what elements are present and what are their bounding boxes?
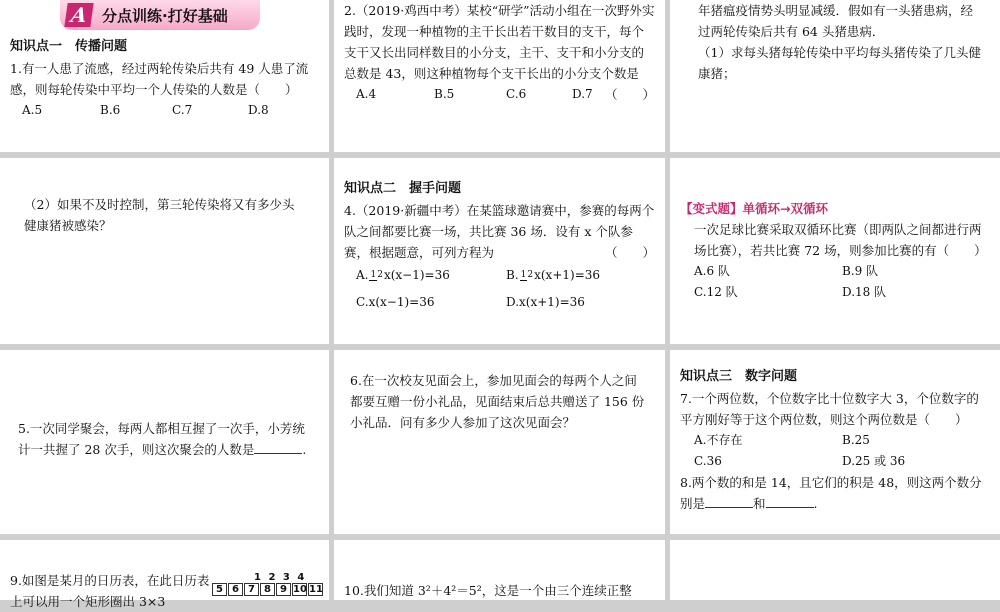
option-b: B.9 队 bbox=[842, 264, 879, 278]
panel-row4-left bbox=[0, 540, 329, 609]
answer-blank-1[interactable] bbox=[705, 495, 753, 508]
panel-row2-left bbox=[0, 158, 329, 344]
question-7-options bbox=[680, 430, 990, 472]
answer-blank[interactable] bbox=[254, 441, 302, 454]
question-7-text: 7.一个两位数，个位数字比十位数字大 3，个位数字的平方刚好等于这个两位数，则这个两位数是（ ） bbox=[680, 391, 979, 427]
question-3-part-1: （1）求每头猪每轮传染中平均每头猪传染了几头健康猪； bbox=[698, 45, 981, 81]
calendar-cell: 6 bbox=[228, 583, 243, 596]
panel-row3-middle bbox=[334, 350, 665, 534]
panel-top-right bbox=[670, 0, 1000, 152]
question-4-options-row-2 bbox=[344, 292, 655, 313]
question-3-line-1: 年猪瘟疫情势头明显减缓．假如有一头猪患病，经 bbox=[698, 3, 974, 18]
question-6-text: 6.在一次校友见面会上，参加见面会的每两个人之间都要互赠一份小礼品，见面结束后总共赠送了 156 份小礼品．问有多少人参加了这次见面会？ bbox=[350, 373, 645, 430]
topic-heading-3: 知识点三 数字问题 bbox=[680, 369, 798, 384]
question-10-text: 10.我们知道 3²＋4²＝5²，这是一个由三个连续正整 bbox=[344, 583, 632, 598]
option-b: B.25 bbox=[842, 433, 870, 447]
panel-row3-right bbox=[670, 350, 1000, 534]
topic-heading-1: 知识点一 传播问题 bbox=[10, 39, 128, 54]
question-3-line-2: 过两轮传染后共有 64 头猪患病． bbox=[698, 24, 885, 39]
topic-heading-2: 知识点二 握手问题 bbox=[344, 181, 462, 196]
question-2-options bbox=[344, 84, 605, 105]
option-a: A.4 bbox=[356, 87, 377, 101]
option-d: D.8 bbox=[248, 103, 269, 117]
calendar-cell: 11 bbox=[309, 584, 323, 595]
panel-row2-right bbox=[670, 158, 1000, 344]
variant-options bbox=[680, 261, 990, 303]
question-8-text: 8.两个数的和是 14，且它们的积是 48，则这两个数分别是 和 . bbox=[680, 475, 982, 511]
calendar-cell: 7 bbox=[244, 583, 259, 596]
option-d: D.18 队 bbox=[842, 285, 887, 299]
option-a: A.不存在 bbox=[694, 433, 743, 447]
question-4-options-row-1 bbox=[344, 265, 655, 286]
calendar-figure bbox=[212, 572, 324, 596]
option-d: D.x(x+1)=36 bbox=[506, 295, 585, 309]
calendar-cell: 8 bbox=[260, 583, 275, 596]
calendar-cell: 5 bbox=[212, 583, 227, 596]
option-b: B. 12x(x+1)=36 bbox=[506, 268, 601, 282]
option-c: C.x(x−1)=36 bbox=[356, 295, 435, 309]
question-2-text: 2.（2019·鸡西中考）某校“研学”活动小组在一次野外实践时，发现一种植物的主干长出若干数目的支干，每个支干又长出同样数目的小分支，主干、支干和小分支的总数是 43，则这种植物每个支干长出的小分支个数是 （ ） bbox=[344, 3, 655, 102]
option-a: A. 12x(x−1)=36 bbox=[356, 268, 450, 282]
section-letter-badge: A bbox=[64, 3, 93, 27]
question-3-part-2: （2）如果不及时控制，第三轮传染将又有多少头健康猪被感染？ bbox=[24, 197, 295, 233]
question-1-text: 1.有一人患了流感，经过两轮传染后共有 49 人患了流感，则每轮传染中平均一个人传染的人数是（ ） bbox=[10, 61, 309, 97]
variant-heading: 【变式题】单循环→双循环 bbox=[680, 201, 828, 216]
section-title: 分点训练·打好基础 bbox=[102, 6, 228, 25]
option-a: A.6 队 bbox=[694, 264, 730, 278]
option-a: A.5 bbox=[22, 103, 43, 117]
section-banner bbox=[60, 0, 260, 30]
option-b: B.5 bbox=[434, 87, 455, 101]
variant-question-text: 一次足球比赛采取双循环比赛（即两队之间都进行两场比赛），若共比赛 72 场，则参加比赛的有（ ） bbox=[694, 222, 987, 258]
panel-top-middle bbox=[334, 0, 665, 152]
option-c: C.36 bbox=[694, 454, 722, 468]
calendar-row-1: 1 2 3 4 bbox=[254, 572, 307, 583]
panel-row2-middle bbox=[334, 158, 665, 344]
option-d: D.25 或 36 bbox=[842, 454, 906, 468]
option-b: B.6 bbox=[100, 103, 121, 117]
option-c: C.6 bbox=[506, 87, 527, 101]
question-1-options bbox=[10, 100, 319, 121]
question-9-text: 9.如图是某月的日历表，在此日历表上可以用一个矩形圈出 3×3 bbox=[10, 573, 210, 609]
option-c: C.12 队 bbox=[694, 285, 738, 299]
option-d: D.7 bbox=[572, 87, 593, 101]
calendar-row-2 bbox=[212, 583, 324, 596]
calendar-cell: 9 bbox=[276, 583, 291, 596]
panel-row3-left bbox=[0, 350, 329, 534]
answer-blank-2[interactable] bbox=[766, 495, 814, 508]
option-c: C.7 bbox=[172, 103, 193, 117]
calendar-cell: 10 bbox=[293, 584, 307, 595]
panel-row4-middle bbox=[334, 540, 665, 600]
question-5-text: 5.一次同学聚会，每两人都相互握了一次手，小芳统计一共握了 28 次手，则这次聚会的人数是 . bbox=[18, 421, 307, 457]
question-4-text: 4.（2019·新疆中考）在某篮球邀请赛中，参赛的每两个队之间都要比赛一场，共比赛 36 场．设有 x 个队参赛，根据题意，可列方程为 （ ） bbox=[344, 203, 655, 260]
panel-row4-right bbox=[670, 540, 1000, 600]
panel-top-left bbox=[0, 0, 329, 152]
